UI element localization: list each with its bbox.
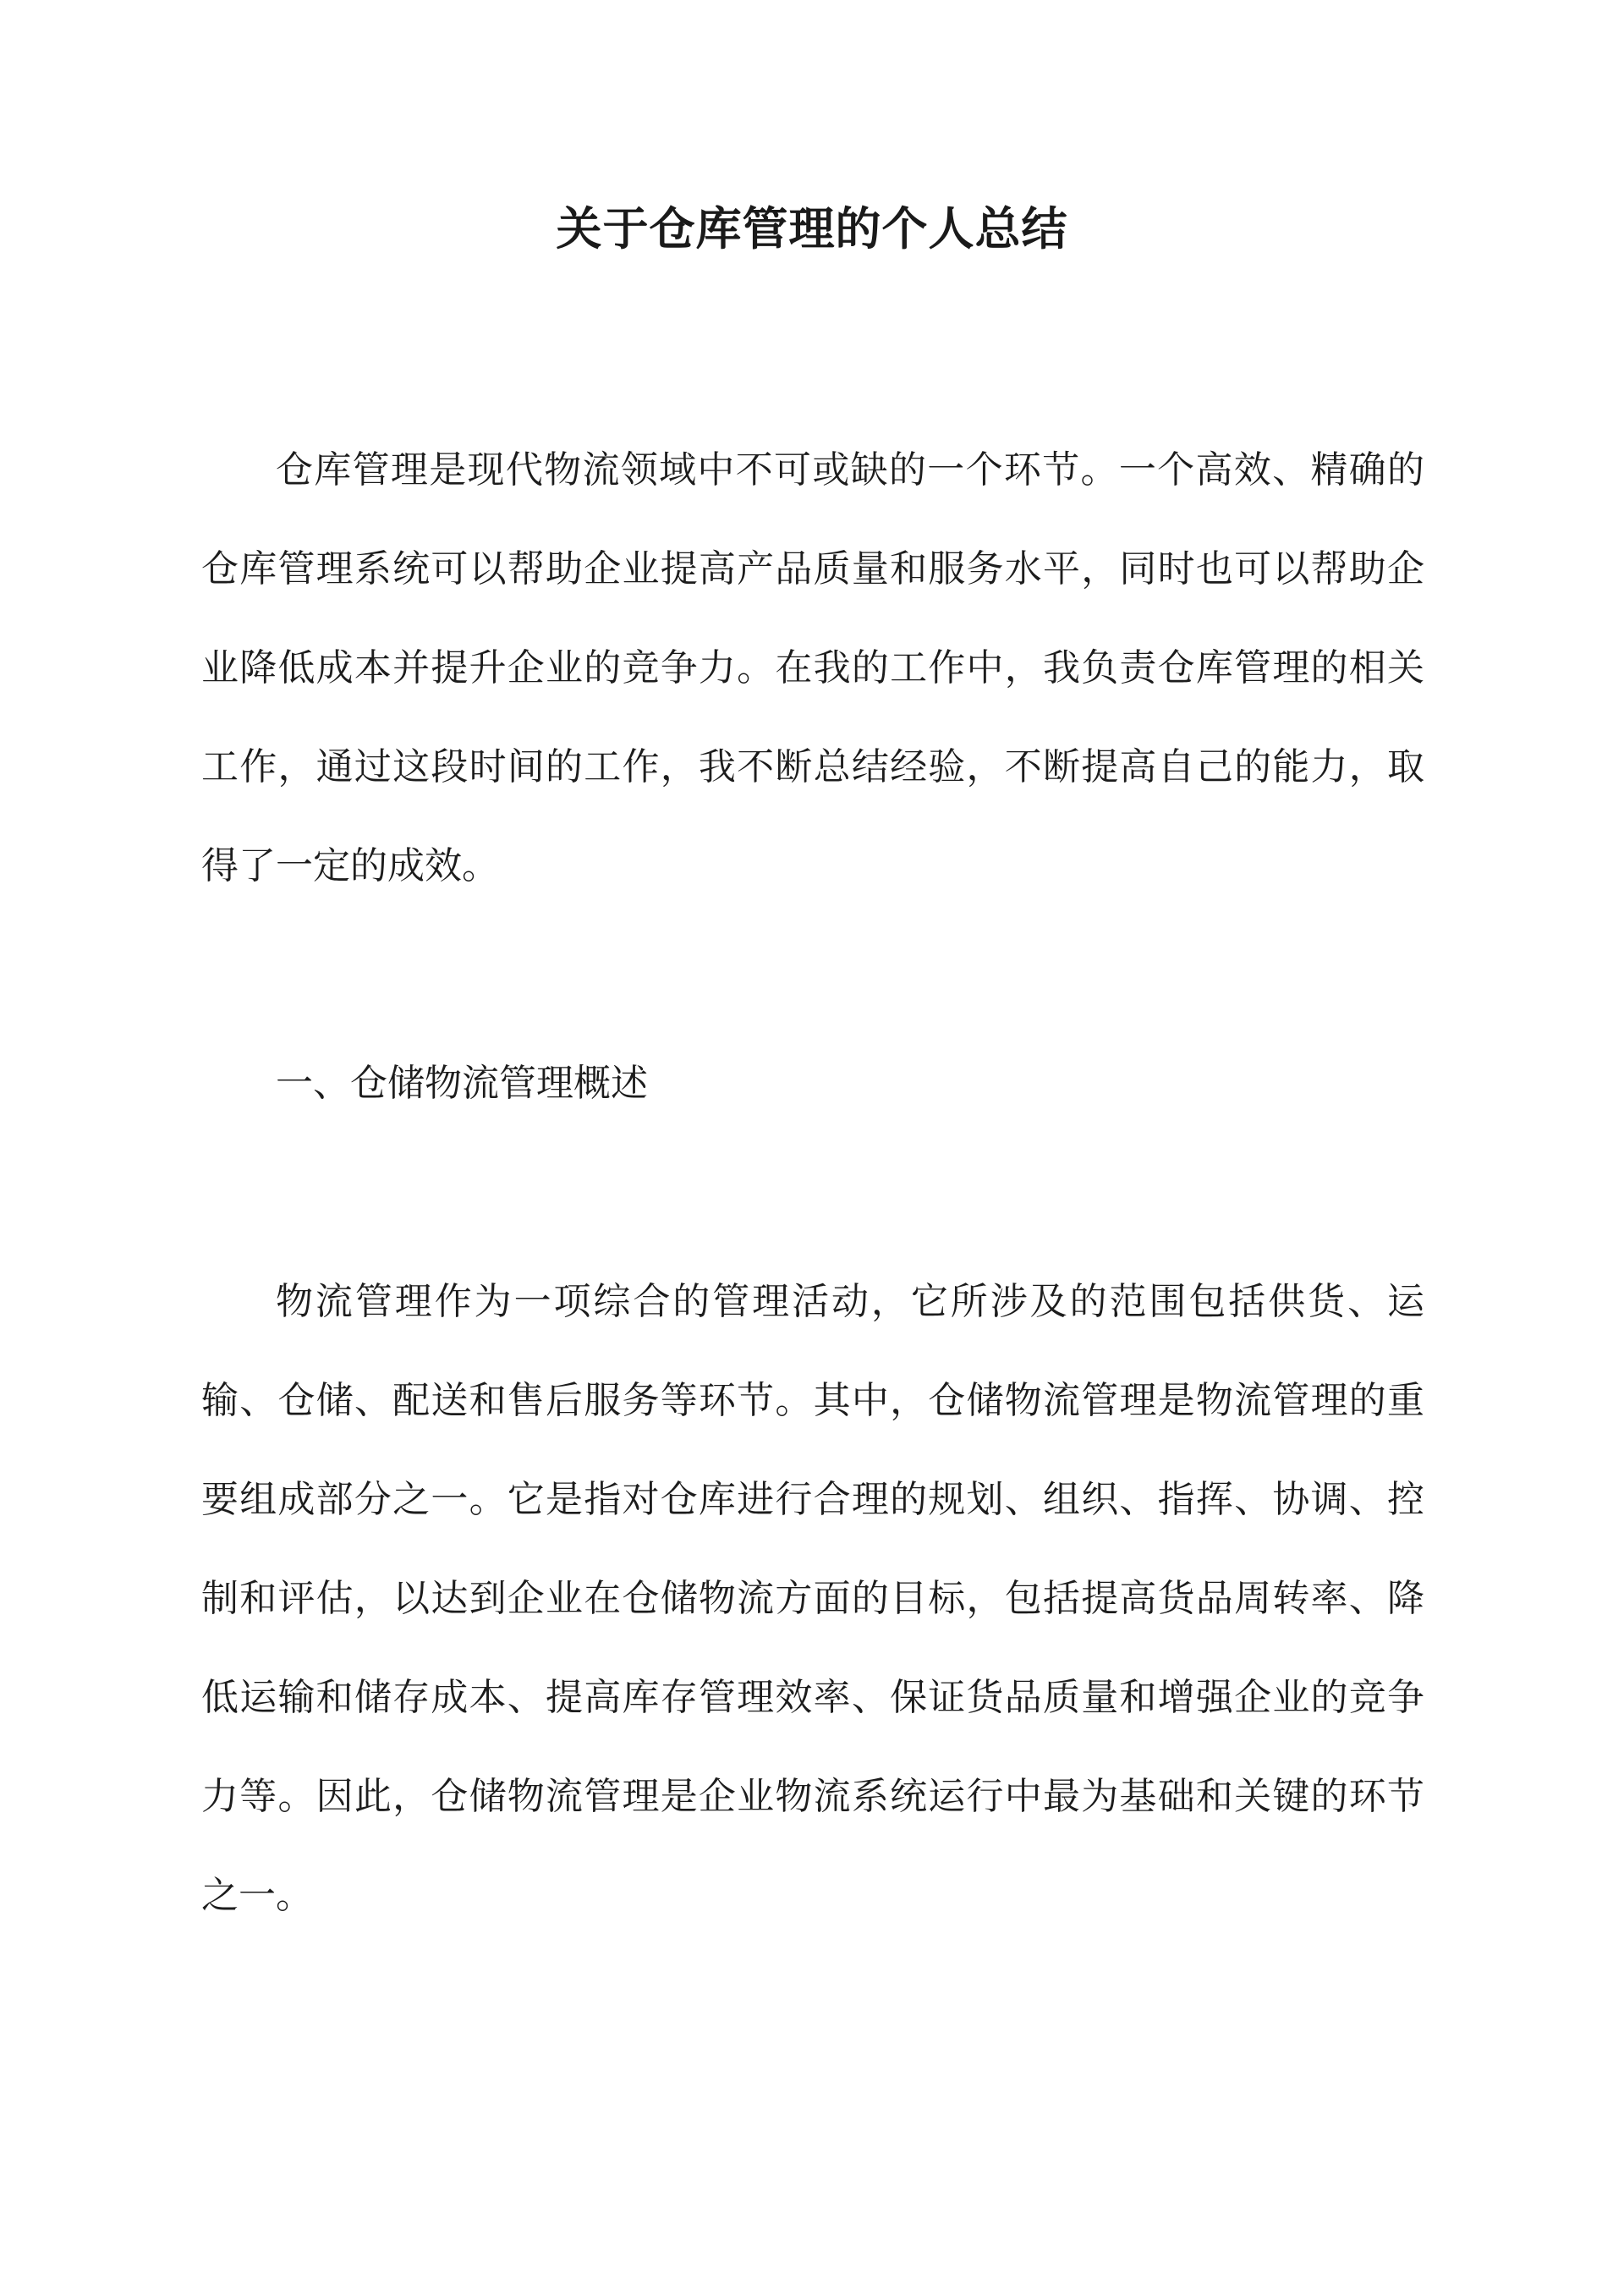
section-body-paragraph: 物流管理作为一项综合的管理活动，它所涉及的范围包括供货、运输、仓储、配送和售后服务等环节。其中，仓储物流管理是物流管理的重要组成部分之一。它是指对仓库进行合理的规划、组织、指挥、协调、控制和评估，以达到企业在仓储物流方面的目标，包括提高货品周转率、降低运输和储存成本、提高库存管理效率、保证货品质量和增强企业的竞争力等。因此，仓储物流管理是企业物流系统运行中最为基础和关键的环节之一。 bbox=[201, 1280, 1424, 1917]
section-heading: 一、仓储物流管理概述 bbox=[276, 1062, 648, 1105]
intro-paragraph: 仓库管理是现代物流领域中不可或缺的一个环节。一个高效、精确的仓库管理系统可以帮助企业提高产品质量和服务水平，同时也可以帮助企业降低成本并提升企业的竞争力。在我的工作中，我负责仓库管理的相关工作，通过这段时间的工作，我不断总结经验，不断提高自己的能力，取得了一定的成效。 bbox=[201, 448, 1424, 887]
page-title: 关于仓库管理的个人总结 bbox=[556, 201, 1068, 255]
